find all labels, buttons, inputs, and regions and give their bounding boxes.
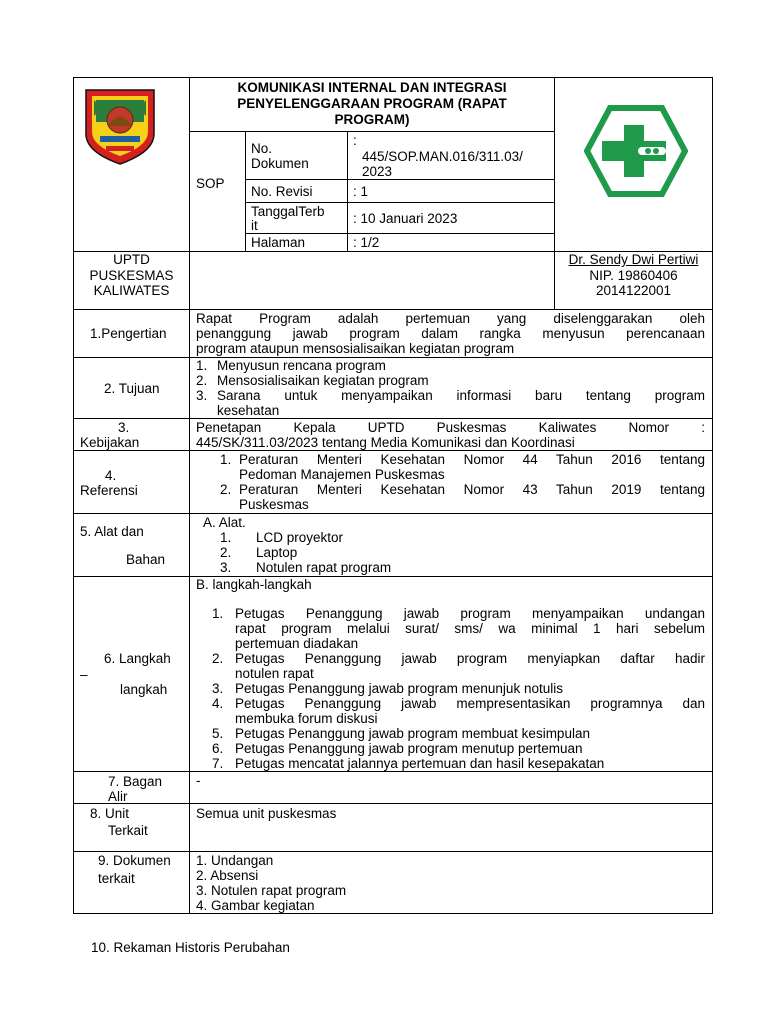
tanggal-terbit-label: TanggalTerb: [251, 204, 325, 219]
halaman-label: Halaman: [251, 235, 306, 250]
kebijakan-label: 3.: [118, 420, 130, 435]
no-revisi-label: No. Revisi: [251, 184, 313, 199]
list-item: 3. Notulen rapat program: [220, 560, 392, 575]
document-title-line: PENYELENGGARAAN PROGRAM (RAPAT: [237, 96, 507, 111]
no-dokumen-value: 2023: [362, 164, 393, 179]
list-item: 3. Petugas Penanggung jawab program menunjuk notulis: [212, 681, 563, 696]
list-item: 1. Undangan: [196, 853, 274, 868]
langkah-label: 6. Langkah: [104, 651, 171, 666]
referensi-list: [196, 452, 705, 512]
list-item: 2. Petugas Penanggung jawab program menyiapkan daftar hadir notulen rapat: [212, 651, 705, 681]
tujuan-label: 2. Tujuan: [104, 381, 160, 396]
langkah-label: –: [80, 667, 88, 682]
list-item: 5. Petugas Penanggung jawab program membuat kesimpulan: [212, 726, 590, 741]
list-item: 1. Petugas Penanggung jawab program menyampaikan undangan rapat program melalui surat/ sms/ wa minimal 1 hari sebelum pertemuan diadakan: [212, 606, 705, 651]
alat-heading: A. Alat.: [203, 515, 246, 530]
pengertian-label: 1.Pengertian: [90, 326, 167, 341]
org-name-line: PUSKESMAS: [89, 267, 174, 283]
list-item: 1. LCD proyektor: [220, 530, 344, 545]
list-item: 1. Menyusun rencana program: [196, 358, 386, 373]
document-title-line: PROGRAM): [334, 112, 410, 127]
rekaman-historis-heading: 10. Rekaman Historis Perubahan: [91, 940, 290, 955]
sop-label: SOP: [196, 176, 225, 191]
list-item: 2. Absensi: [196, 868, 259, 883]
signer-nip: 2014122001: [595, 283, 672, 298]
list-item: 2. Peraturan Menteri Kesehatan Nomor 43 Tahun 2019 tentang Puskesmas: [220, 482, 705, 512]
no-dokumen-value: 445/SOP.MAN.016/311.03/: [362, 149, 523, 164]
dokumen-terkait-label: terkait: [98, 871, 135, 886]
tanggal-terbit-label: it: [251, 218, 258, 233]
list-item: 4. Petugas Penanggung jawab mempresentasikan programnya dan membuka forum diskusi: [212, 696, 705, 726]
langkah-list: [196, 606, 705, 771]
list-item: 7. Petugas mencatat jalannya pertemuan dan hasil kesepakatan: [212, 756, 605, 771]
tujuan-list: [196, 358, 705, 418]
unit-terkait-label: 8. Unit: [90, 806, 130, 821]
list-item: 6. Petugas Penanggung jawab program menutup pertemuan: [212, 741, 583, 756]
alat-list: [196, 530, 705, 575]
langkah-label: langkah: [120, 682, 168, 697]
tanggal-terbit-value: : 10 Januari 2023: [353, 211, 458, 226]
pengertian-text-line: Rapat Program adalah pertemuan yang diselenggarakan oleh: [196, 311, 705, 326]
bagan-alir-label: 7. Bagan: [108, 774, 163, 789]
kebijakan-text-line: Penetapan Kepala UPTD Puskesmas Kaliwates Nomor :: [196, 420, 705, 435]
list-item: 3. Notulen rapat program: [196, 883, 347, 898]
alat-bahan-label: 5. Alat dan: [80, 524, 144, 539]
unit-terkait-value: Semua unit puskesmas: [196, 806, 337, 821]
halaman-value: : 1/2: [353, 235, 380, 250]
list-item: 2. Laptop: [220, 545, 298, 560]
list-item: 4. Gambar kegiatan: [196, 898, 315, 913]
no-dokumen-colon: :: [353, 133, 357, 148]
document-title-line: KOMUNIKASI INTERNAL DAN INTEGRASI: [237, 80, 507, 95]
unit-terkait-label: Terkait: [108, 823, 148, 838]
no-revisi-value: : 1: [353, 184, 369, 199]
no-dokumen-label: Dokumen: [251, 156, 309, 171]
signer-nip: NIP. 19860406: [589, 267, 678, 283]
referensi-label: Referensi: [80, 483, 138, 498]
referensi-label: 4.: [105, 468, 117, 483]
list-item: 2. Mensosialisaikan kegiatan program: [196, 373, 429, 388]
kebijakan-label: Kebijakan: [80, 435, 140, 450]
no-dokumen-label: No.: [251, 141, 273, 156]
bagan-alir-label: Alir: [108, 789, 128, 804]
langkah-heading: B. langkah-langkah: [196, 577, 312, 592]
kemenkes-logo: [584, 105, 688, 197]
bagan-alir-value: -: [196, 773, 201, 788]
dokumen-terkait-list: [196, 853, 346, 913]
org-name-line: UPTD: [113, 252, 150, 267]
kebijakan-text-line: 445/SK/311.03/2023 tentang Media Komunikasi dan Koordinasi: [196, 435, 575, 450]
list-item: 1. Peraturan Menteri Kesehatan Nomor 44 Tahun 2016 tentang Pedoman Manajemen Puskesmas: [220, 452, 705, 482]
pengertian-text-line: penanggung jawab program dalam rangka menyusun perencanaan: [196, 326, 705, 341]
list-item: 3. Sarana untuk menyampaikan informasi baru tentang program kesehatan: [196, 388, 705, 418]
signer-name: Dr. Sendy Dwi Pertiwi: [568, 252, 699, 267]
dokumen-terkait-label: 9. Dokumen: [98, 853, 171, 868]
org-name-line: KALIWATES: [93, 283, 170, 298]
alat-bahan-label: Bahan: [126, 552, 166, 567]
jember-emblem-logo: [82, 86, 158, 166]
pengertian-text-line: program ataupun mensosialisaikan kegiatan program: [196, 341, 515, 356]
